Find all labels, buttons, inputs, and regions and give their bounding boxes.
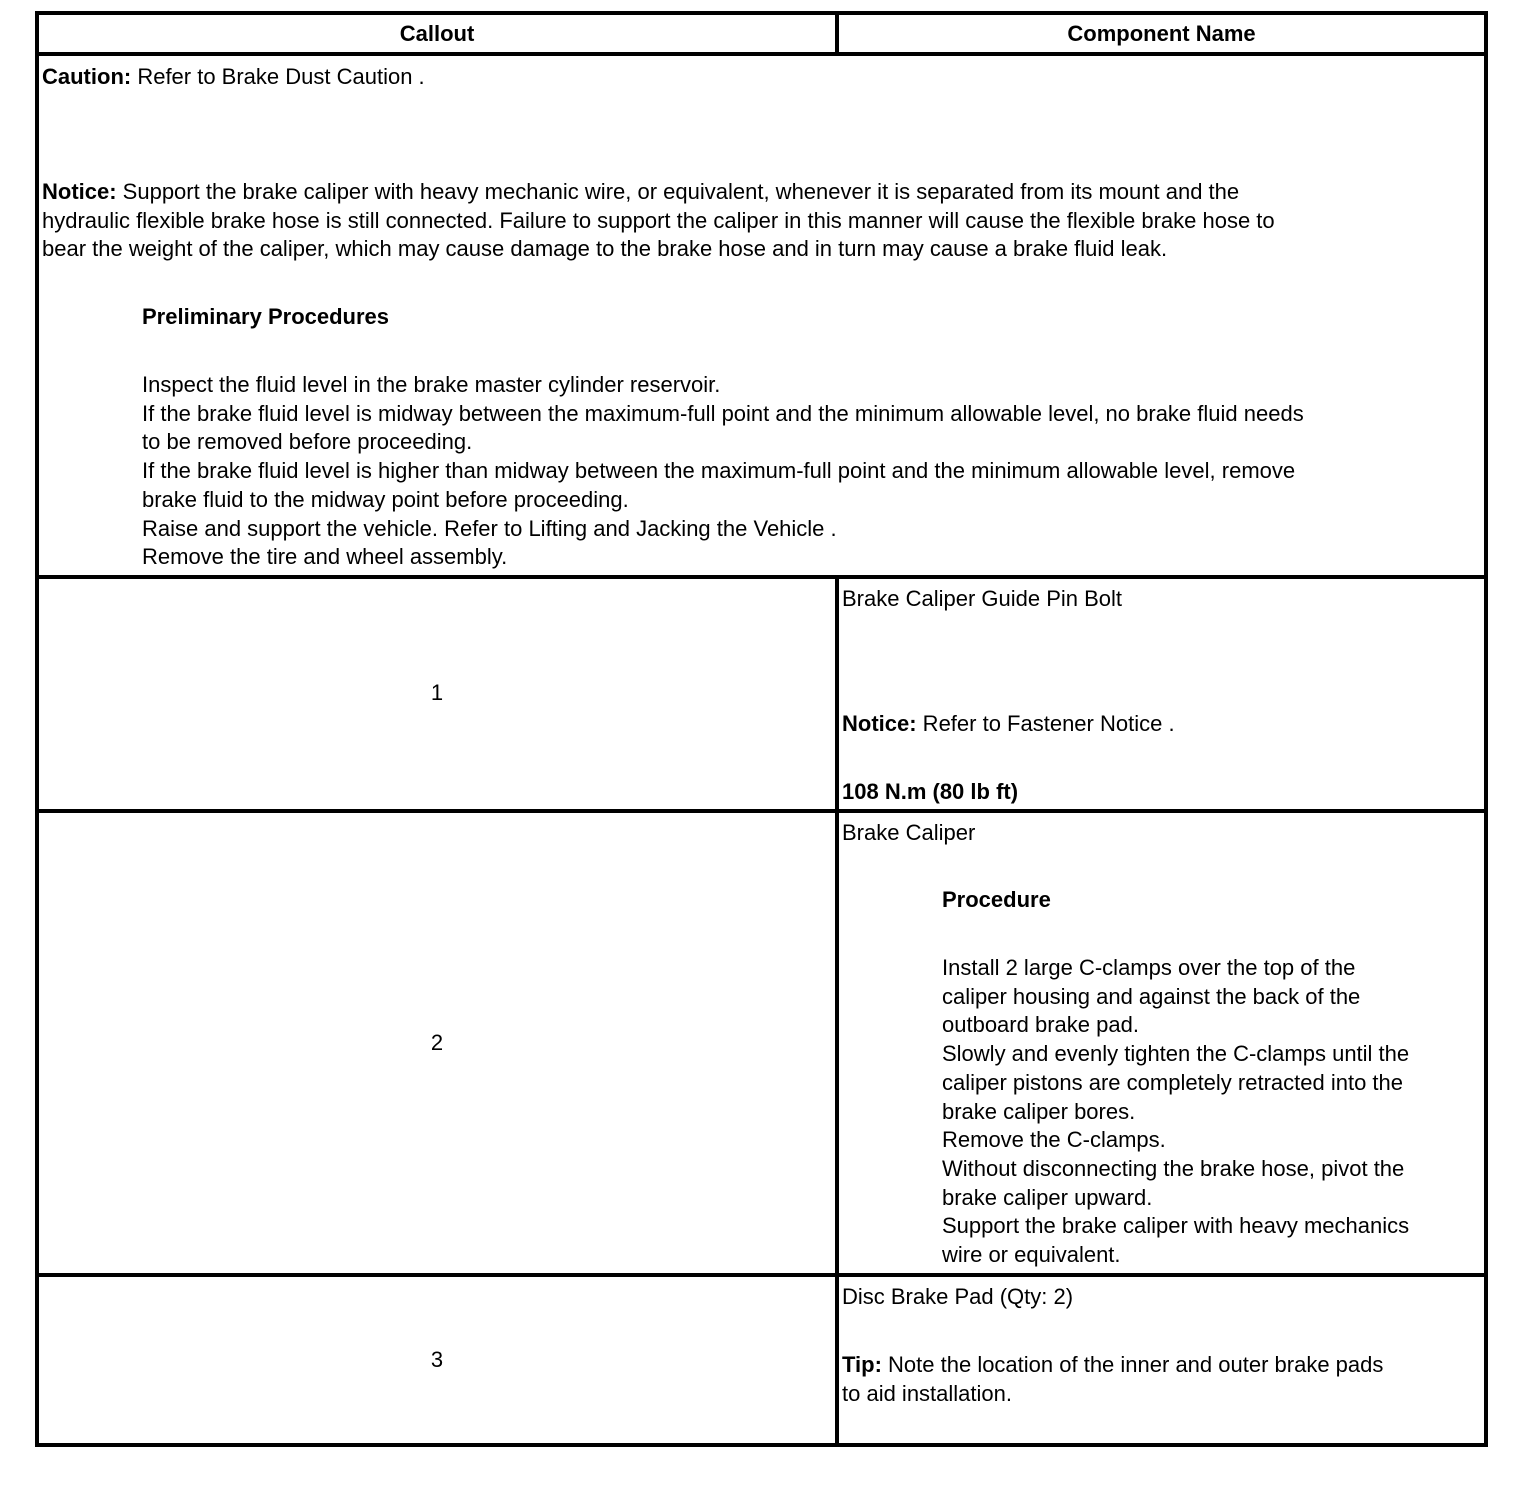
procedure-step: caliper housing and against the back of the [942, 983, 1361, 1009]
prelim-step: brake fluid to the midway point before proceeding. [142, 486, 629, 512]
notice-text: Refer to Fastener Notice . [916, 711, 1175, 736]
procedure-step: wire or equivalent. [942, 1242, 1121, 1268]
preliminary-title: Preliminary Procedures [142, 304, 390, 329]
procedure-table [35, 11, 1488, 1447]
notice-line: bear the weight of the caliper, which may cause damage to the brake hose and in turn may cause a brake fluid leak. [42, 236, 1168, 262]
procedure-title: Procedure [942, 887, 1051, 912]
prelim-step: If the brake fluid level is midway between the maximum-full point and the minimum allowable level, no brake fluid needs [142, 400, 1304, 426]
procedure-step: Slowly and evenly tighten the C-clamps until the [942, 1041, 1410, 1067]
procedure-step: brake caliper upward. [942, 1184, 1153, 1210]
tip-label: Tip: [842, 1352, 882, 1377]
procedure-step: outboard brake pad. [942, 1012, 1139, 1038]
prelim-step: to be removed before proceeding. [142, 429, 473, 455]
header-component-name: Component Name [1067, 21, 1256, 46]
notice-block [42, 178, 1275, 264]
intro-divider [39, 575, 1484, 579]
fastener-notice [842, 710, 1175, 739]
header-divider [39, 52, 1484, 56]
callout-number: 1 [430, 680, 444, 705]
procedure-step: brake caliper bores. [942, 1098, 1136, 1124]
tip-block [842, 1351, 1383, 1408]
prelim-step: If the brake fluid level is higher than midway between the maximum-full point and the minimum allowable level, remove [142, 458, 1296, 484]
prelim-step: Raise and support the vehicle. Refer to Lifting and Jacking the Vehicle . [142, 515, 837, 541]
prelim-step: Remove the tire and wheel assembly. [142, 544, 508, 570]
notice-line: hydraulic flexible brake hose is still connected. Failure to support the caliper in this manner will cause the flexible brake hose to [42, 207, 1275, 233]
component-name: Disc Brake Pad (Qty: 2) [842, 1284, 1074, 1309]
notice-label: Notice: [842, 711, 917, 736]
caution-label: Caution: [42, 64, 132, 89]
procedure-step: Install 2 large C-clamps over the top of the [942, 955, 1356, 980]
callout-number: 2 [430, 1030, 444, 1055]
tip-line: to aid installation. [842, 1380, 1012, 1406]
preliminary-steps [142, 371, 1304, 572]
component-name: Brake Caliper [842, 820, 976, 845]
procedure-step: caliper pistons are completely retracted into the [942, 1069, 1404, 1095]
tip-line: Note the location of the inner and outer brake pads [881, 1352, 1384, 1377]
body-column-divider [835, 575, 839, 1443]
row2-divider [39, 1273, 1484, 1277]
component-name: Brake Caliper Guide Pin Bolt [842, 586, 1123, 611]
prelim-step: Inspect the fluid level in the brake master cylinder reservoir. [142, 372, 721, 397]
procedure-step: Support the brake caliper with heavy mechanics [942, 1213, 1410, 1239]
row1-divider [39, 809, 1484, 813]
caution-line [42, 63, 425, 92]
header-callout: Callout [399, 21, 475, 46]
torque-spec: 108 N.m (80 lb ft) [842, 779, 1019, 804]
procedure-step: Remove the C-clamps. [942, 1127, 1166, 1153]
procedure-step: Without disconnecting the brake hose, pivot the [942, 1155, 1405, 1181]
callout-number: 3 [430, 1347, 444, 1372]
caution-text: Refer to Brake Dust Caution . [131, 64, 425, 89]
notice-label: Notice: [42, 179, 117, 204]
notice-line: Support the brake caliper with heavy mechanic wire, or equivalent, whenever it is separated from its mount and the [116, 179, 1240, 204]
procedure-steps [942, 954, 1409, 1270]
